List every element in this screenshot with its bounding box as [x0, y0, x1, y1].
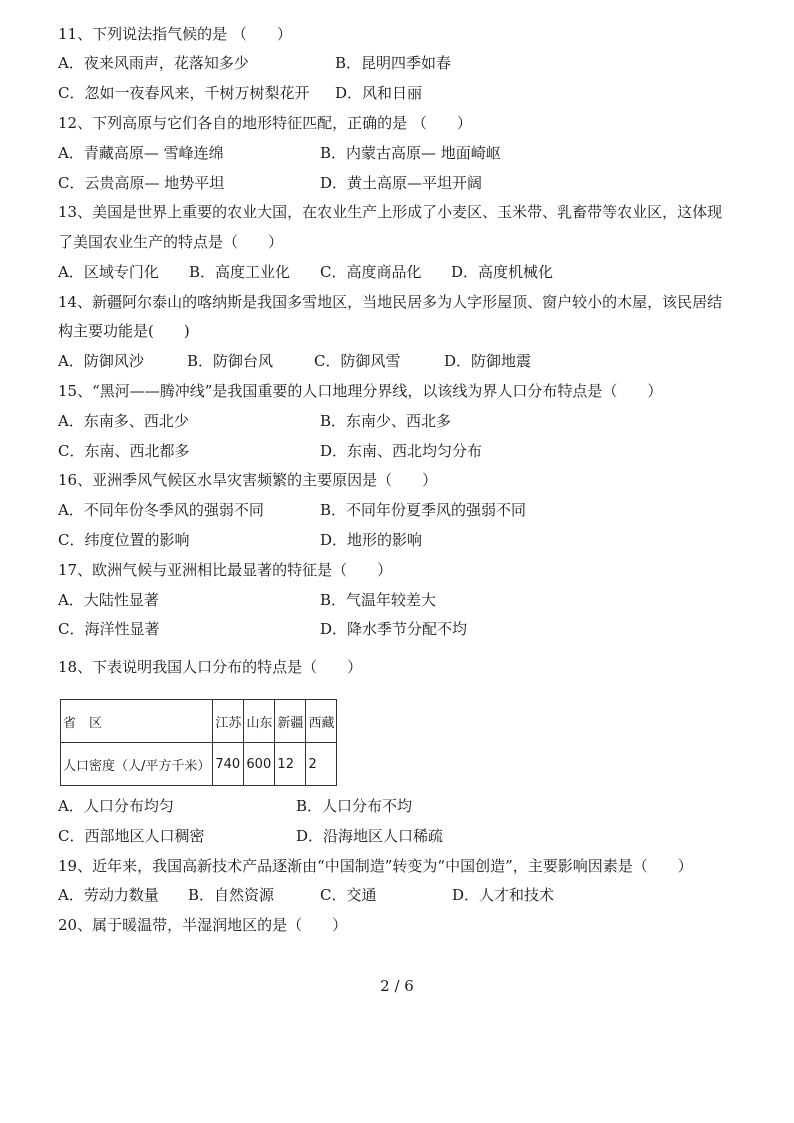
option-a[interactable]: A．东南多、西北少: [58, 412, 189, 430]
option-b[interactable]: B．人口分布不均: [296, 797, 413, 815]
option-c[interactable]: C．交通: [320, 886, 377, 904]
table-header-row: [61, 700, 337, 743]
option-a[interactable]: A．人口分布均匀: [58, 797, 174, 815]
option-d[interactable]: D．风和日丽: [335, 84, 423, 102]
density-cell: 12: [275, 743, 306, 786]
option-a[interactable]: A．防御风沙: [58, 352, 144, 370]
province-cell: 山东: [244, 700, 275, 743]
option-c[interactable]: C．防御风雪: [314, 352, 401, 370]
option-d[interactable]: D．地形的影响: [320, 531, 423, 549]
option-b[interactable]: B．不同年份夏季风的强弱不同: [320, 501, 527, 519]
option-c[interactable]: C．东南、西北都多: [58, 442, 190, 460]
option-c[interactable]: C．海洋性显著: [58, 620, 160, 638]
option-c[interactable]: C．纬度位置的影响: [58, 531, 190, 549]
option-c[interactable]: C．云贵高原— 地势平坦: [58, 174, 225, 192]
option-c[interactable]: C．忽如一夜春风来，千树万树梨花开: [58, 84, 310, 102]
question-16-stem: 16、亚洲季风气候区水旱灾害频繁的主要原因是（ ）: [58, 471, 438, 489]
province-cell: 江苏: [213, 700, 244, 743]
province-cell: 新疆: [275, 700, 306, 743]
question-14-stem-line-1: 14、新疆阿尔泰山的喀纳斯是我国多雪地区，当地民居多为人字形屋顶、窗户较小的木屋，该民居结: [58, 293, 723, 311]
option-a[interactable]: A．青藏高原— 雪峰连绵: [58, 144, 224, 162]
option-a[interactable]: A．夜来风雨声，花落知多少: [58, 54, 249, 72]
option-d[interactable]: D．防御地震: [444, 352, 532, 370]
question-11-stem: 11、下列说法指气候的是 （ ）: [58, 25, 292, 43]
question-14-stem-line-2: 构主要功能是( ): [58, 322, 190, 340]
table-data-row: [61, 743, 337, 786]
option-b[interactable]: B．自然资源: [188, 886, 275, 904]
option-b[interactable]: B．东南少、西北多: [320, 412, 452, 430]
question-15-stem: 15、“黑河——腾冲线”是我国重要的人口地理分界线，以该线为界人口分布特点是（ ）: [58, 382, 663, 400]
option-b[interactable]: B．内蒙古高原— 地面崎岖: [320, 144, 501, 162]
page-number: 2 / 6: [380, 977, 414, 995]
option-d[interactable]: D．黄土高原—平坦开阔: [320, 174, 483, 192]
option-a[interactable]: A．不同年份冬季风的强弱不同: [58, 501, 264, 519]
option-c[interactable]: C．高度商品化: [320, 263, 422, 281]
table-header-label: 省 区: [61, 700, 213, 743]
option-a[interactable]: A．大陆性显著: [58, 591, 159, 609]
option-d[interactable]: D．沿海地区人口稀疏: [296, 827, 444, 845]
province-cell: 西藏: [306, 700, 337, 743]
option-b[interactable]: B．防御台风: [187, 352, 274, 370]
option-b[interactable]: B．昆明四季如春: [335, 54, 452, 72]
question-19-stem: 19、近年来，我国高新技术产品逐渐由“中国制造”转变为“中国创造”，主要影响因素是（ ）: [58, 857, 693, 875]
option-d[interactable]: D．东南、西北均匀分布: [320, 442, 483, 460]
option-c[interactable]: C．西部地区人口稠密: [58, 827, 205, 845]
question-12-stem: 12、下列高原与它们各自的地形特征匹配，正确的是 （ ）: [58, 114, 472, 132]
question-20-stem: 20、属于暖温带，半湿润地区的是（ ）: [58, 916, 348, 934]
option-d[interactable]: D．降水季节分配不均: [320, 620, 468, 638]
density-cell: 740: [213, 743, 244, 786]
option-a[interactable]: A．劳动力数量: [58, 886, 159, 904]
option-d[interactable]: D．高度机械化: [451, 263, 554, 281]
question-17-stem: 17、欧洲气候与亚洲相比最显著的特征是（ ）: [58, 561, 393, 579]
option-b[interactable]: B．气温年较差大: [320, 591, 437, 609]
density-cell: 2: [306, 743, 337, 786]
density-cell: 600: [244, 743, 275, 786]
option-a[interactable]: A．区域专门化: [58, 263, 159, 281]
question-18-stem: 18、下表说明我国人口分布的特点是（ ）: [58, 658, 363, 676]
question-13-stem-line-1: 13、美国是世界上重要的农业大国，在农业生产上形成了小麦区、玉米带、乳畜带等农业区，这体现: [58, 203, 723, 221]
question-13-stem-line-2: 了美国农业生产的特点是（ ）: [58, 233, 284, 251]
option-b[interactable]: B．高度工业化: [189, 263, 291, 281]
population-density-table: [60, 699, 337, 786]
table-row-label: 人口密度（人/平方千米）: [61, 743, 213, 786]
option-d[interactable]: D．人才和技术: [452, 886, 555, 904]
